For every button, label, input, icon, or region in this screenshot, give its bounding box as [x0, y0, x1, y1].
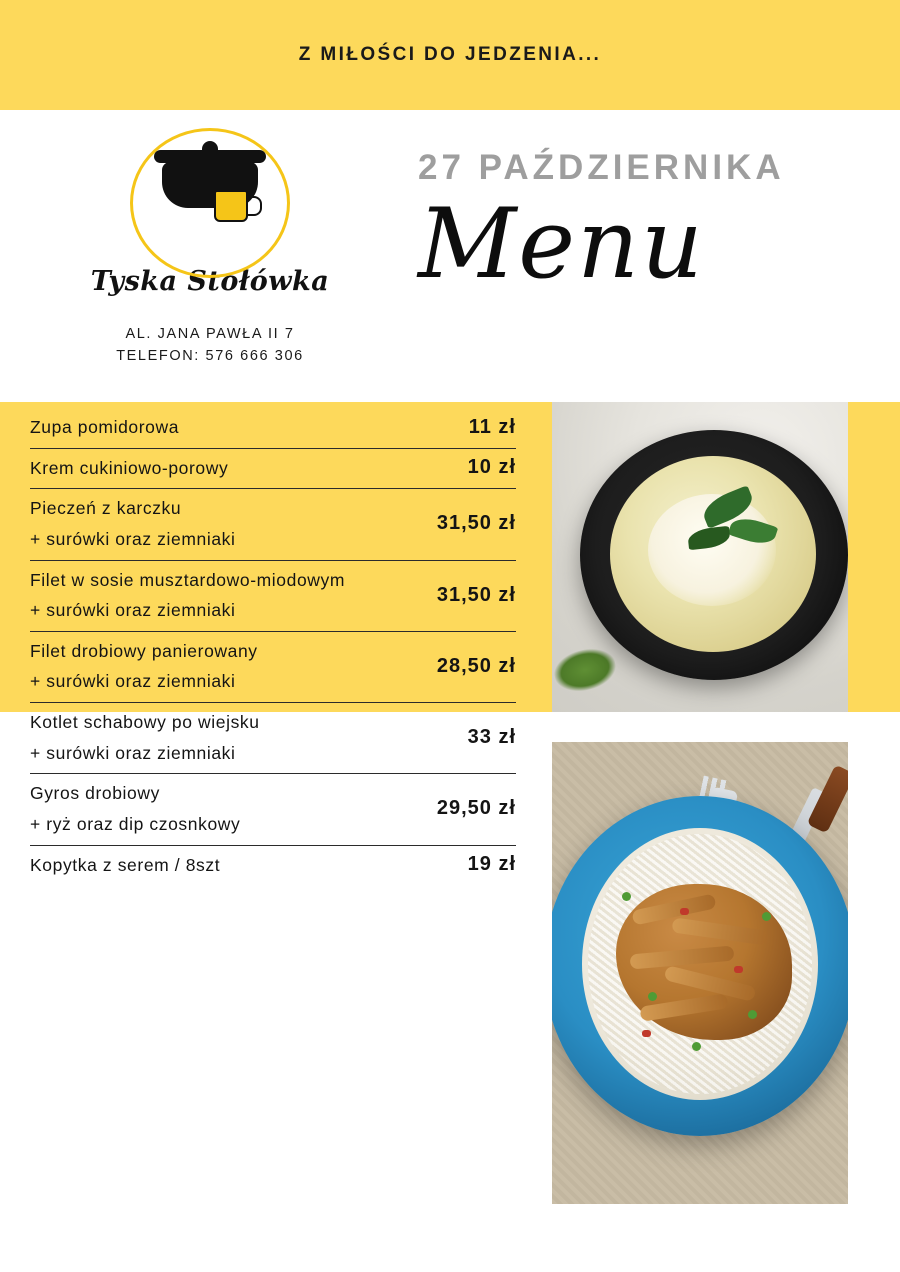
menu-item-price: 29,50 zł [436, 797, 516, 820]
menu-item [30, 408, 516, 449]
menu-item-sub: + surówki oraz ziemniaki [30, 742, 236, 763]
menu-item [30, 489, 516, 560]
menu-item [30, 632, 516, 703]
menu-item-sub: + surówki oraz ziemniaki [30, 528, 236, 549]
menu-item-price: 31,50 zł [436, 583, 516, 606]
menu-item-labels [30, 453, 228, 484]
menu-date: 27 PAŹDZIERNIKA [418, 148, 785, 187]
menu-item-name: Filet drobiowy panierowany [30, 640, 258, 661]
pepper-bit [680, 908, 689, 915]
pepper-bit [642, 1030, 651, 1037]
herb-garnish [622, 892, 631, 901]
mug-handle-icon [246, 196, 262, 216]
header-section [0, 110, 900, 402]
menu-item-price: 19 zł [467, 853, 516, 876]
soup-photo [552, 402, 848, 712]
menu-item-labels [30, 850, 220, 881]
menu-item-labels [30, 493, 236, 554]
menu-item-sub: + surówki oraz ziemniaki [30, 600, 236, 621]
pepper-bit [734, 966, 743, 973]
top-banner [0, 0, 900, 110]
brand-name: Tyska Stołówka [90, 266, 330, 297]
herb-garnish [762, 912, 771, 921]
contact-block [60, 323, 360, 368]
menu-item-name: Filet w sosie musztardowo-miodowym [30, 569, 346, 590]
menu-item-price: 10 zł [467, 456, 516, 479]
herb-garnish [692, 1042, 701, 1051]
menu-item-labels [30, 636, 258, 697]
menu-item-price: 11 zł [468, 415, 516, 438]
address-line: AL. JANA PAWŁA II 7 [125, 326, 295, 342]
menu-item [30, 703, 516, 774]
menu-item-name: Zupa pomidorowa [30, 417, 180, 437]
phone-line: TELEFON: 576 666 306 [116, 348, 304, 365]
herb-garnish [748, 1010, 757, 1019]
menu-item [30, 846, 516, 886]
menu-item [30, 449, 516, 490]
logo-block [60, 128, 360, 368]
menu-item-sub: + surówki oraz ziemniaki [30, 671, 236, 692]
gyros-photo [552, 742, 848, 1204]
menu-item-name: Kopytka z serem / 8szt [30, 854, 221, 875]
menu-item-name: Kotlet schabowy po wiejsku [30, 712, 260, 732]
logo-mark [110, 128, 310, 288]
menu-item-price: 31,50 zł [436, 512, 516, 535]
menu-item-price: 28,50 zł [436, 654, 516, 677]
menu-item-price: 33 zł [467, 726, 516, 749]
menu-item-labels [30, 565, 345, 626]
menu-item-name: Gyros drobiowy [30, 783, 160, 804]
menu-item-labels [30, 778, 240, 839]
menu-title: Menu [418, 188, 705, 300]
menu-item-name: Krem cukiniowo-porowy [30, 457, 229, 478]
menu-item-labels [30, 412, 179, 443]
tagline-text: Z MIŁOŚCI DO JEDZENIA... [298, 44, 602, 65]
mug-icon [214, 190, 248, 222]
menu-item [30, 774, 516, 845]
menu-list [30, 408, 516, 885]
menu-item [30, 561, 516, 632]
herb-garnish [648, 992, 657, 1001]
menu-item-sub: + ryż oraz dip czosnkowy [30, 813, 241, 834]
menu-item-labels [30, 707, 260, 768]
menu-item-name: Pieczeń z karczku [30, 498, 182, 519]
